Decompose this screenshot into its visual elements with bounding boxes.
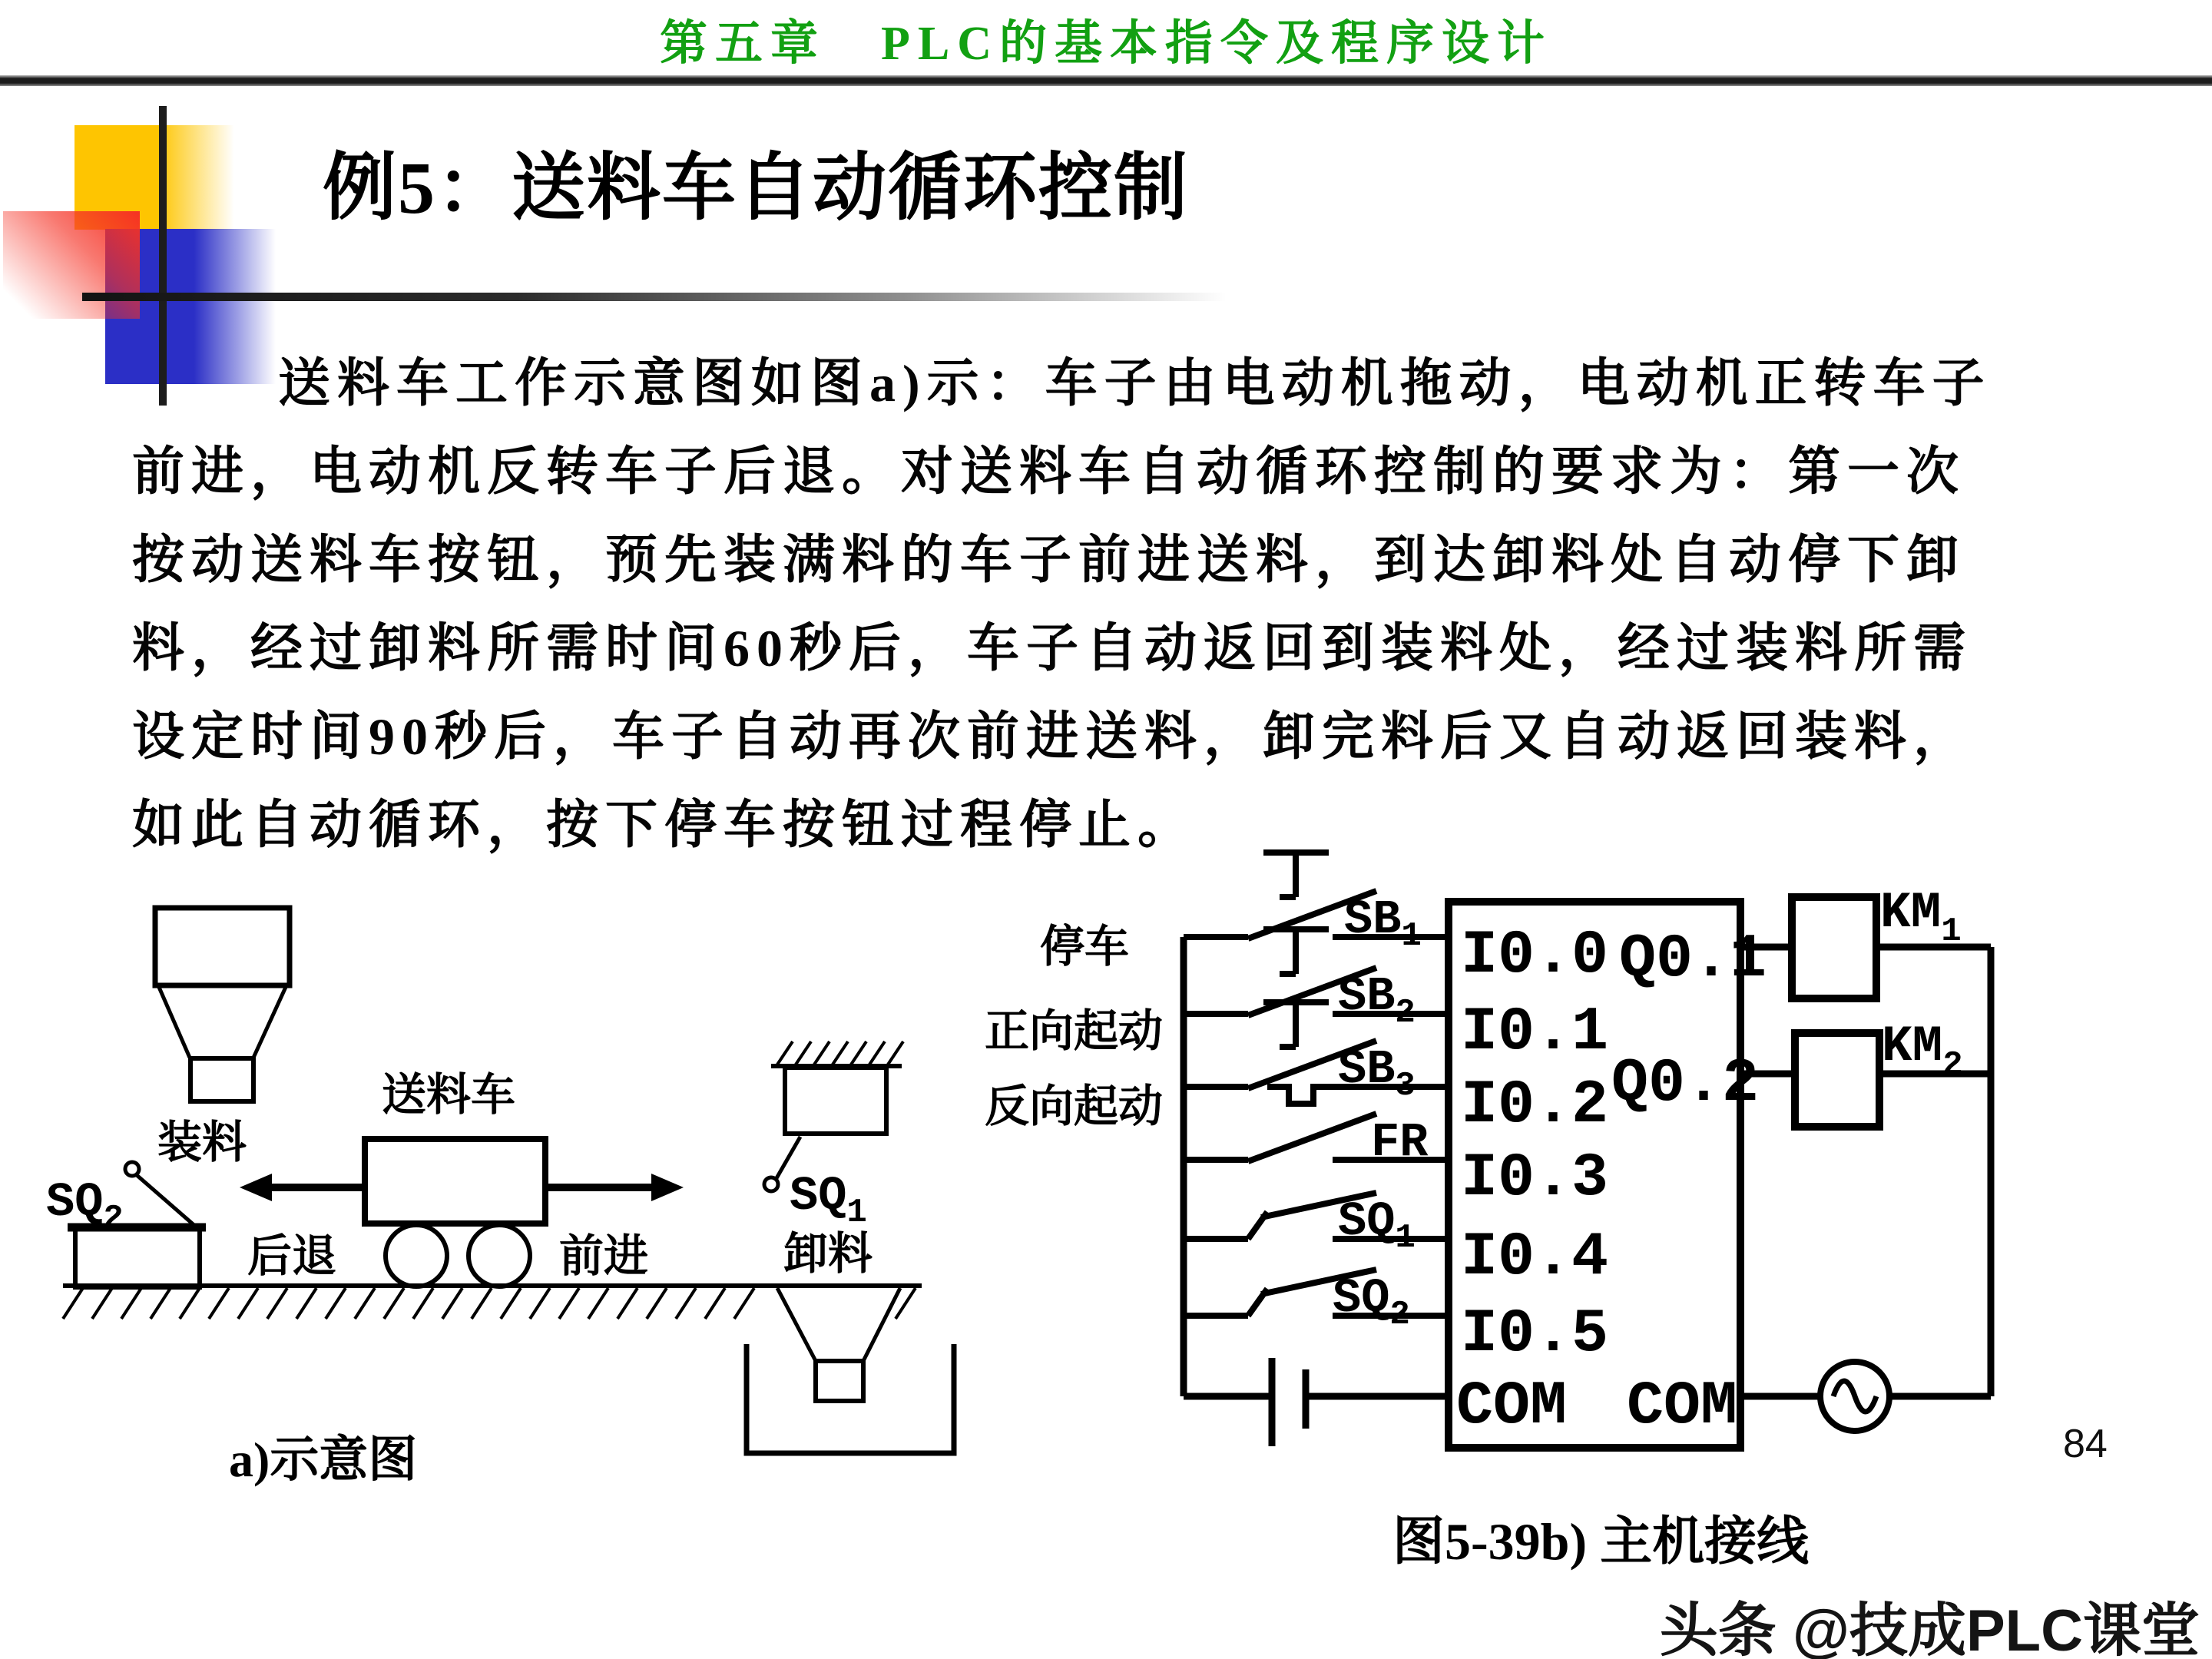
stop-label: 停车 — [1040, 922, 1130, 972]
backward-label: 后退 — [247, 1231, 337, 1281]
forward-start-label: 正向起动 — [985, 1006, 1164, 1056]
plc-input-i0-0: I0.0 — [1461, 921, 1609, 991]
fr-label: FR — [1371, 1115, 1429, 1170]
loading-label: 装料 — [157, 1118, 247, 1167]
page-number: 84 — [2063, 1422, 2108, 1466]
backward-arrow-icon — [240, 1174, 365, 1201]
ac-source-icon — [1740, 1362, 1991, 1431]
page-title: 例5：送料车自动循环控制 — [323, 147, 1189, 229]
title-underline — [82, 293, 1227, 301]
sb2-label: $SB_2$ — [1338, 969, 1416, 1032]
sq2-label: $SQ_2$ — [1333, 1271, 1410, 1334]
ceiling-mount-icon — [771, 1041, 903, 1134]
decor-red-square — [3, 211, 140, 319]
sq1-limit-switch-label: $SQ_1$ — [790, 1169, 867, 1232]
ceiling-hatching — [777, 1041, 903, 1065]
body-line: 设定时间90秒后，车子自动再次前进送料，卸完料后又自动返回装料， — [132, 707, 1973, 766]
loading-hopper-icon — [155, 908, 290, 1101]
chapter-title: 第五章 PLC的基本指令及程序设计 — [659, 18, 1552, 70]
plc-input-i0-5: I0.5 — [1461, 1300, 1609, 1369]
body-line: 送料车工作示意图如图a)示：车子由电动机拖动，电动机正转车子 — [278, 354, 1992, 412]
body-line: 按动送料车按钮，预先装满料的车子前进送料，到达卸料处自动停下卸 — [132, 531, 1966, 589]
forward-arrow-icon — [545, 1174, 684, 1201]
unload-funnel-icon — [747, 1288, 954, 1453]
reverse-start-label: 反向起动 — [985, 1081, 1164, 1131]
sb1-label: $SB_1$ — [1344, 892, 1422, 955]
plc-input-i0-4: I0.4 — [1461, 1223, 1609, 1293]
sq2-lever-icon — [137, 1175, 197, 1227]
body-line: 料，经过卸料所需时间60秒后，车子自动返回到装料处，经过装料所需 — [132, 619, 1973, 677]
km2-label: $KM_2$ — [1882, 1018, 1963, 1084]
sq1-label: $SQ_1$ — [1338, 1194, 1416, 1257]
cart-label: 送料车 — [382, 1070, 516, 1120]
plc-output-q0-1: Q0.1 — [1619, 925, 1767, 995]
body-line: 如此自动循环，按下停车按钮过程停止。 — [132, 796, 1197, 854]
header-divider — [0, 75, 2212, 86]
sq1-switch-icon — [764, 1177, 778, 1191]
battery-icon — [1184, 1358, 1449, 1446]
plc-input-i0-1: I0.1 — [1461, 998, 1609, 1068]
body-paragraph — [132, 339, 2106, 869]
plc-wiring-diagram — [983, 830, 2028, 1598]
plc-input-com: COM — [1456, 1372, 1568, 1442]
forward-label: 前进 — [559, 1231, 649, 1281]
cart-icon — [365, 1139, 545, 1286]
sq2-limit-switch-label: $SQ_2$ — [46, 1175, 124, 1238]
plc-output-q0-2: Q0.2 — [1611, 1049, 1760, 1119]
watermark: 头条 @技成PLC课堂 — [1659, 1598, 2200, 1659]
loading-platform-icon — [68, 1227, 206, 1287]
plc-input-i0-2: I0.2 — [1461, 1071, 1609, 1141]
sb3-label: $SB_3$ — [1338, 1042, 1416, 1105]
body-line: 前进，电动机反转车子后退。对送料车自动循环控制的要求为：第一次 — [132, 442, 1966, 501]
sq2-switch-icon — [125, 1162, 139, 1176]
diagram-b-caption: 图5-39b) 主机接线 — [1392, 1512, 1810, 1571]
plc-input-i0-3: I0.3 — [1461, 1144, 1609, 1214]
cart-schematic-diagram — [46, 883, 1006, 1505]
unloading-label: 卸料 — [783, 1229, 873, 1279]
ground-hatching — [63, 1288, 916, 1319]
km1-label: $KM_1$ — [1880, 884, 1962, 951]
plc-output-com: COM — [1627, 1372, 1738, 1442]
diagram-a-caption: a)示意图 — [229, 1432, 418, 1487]
